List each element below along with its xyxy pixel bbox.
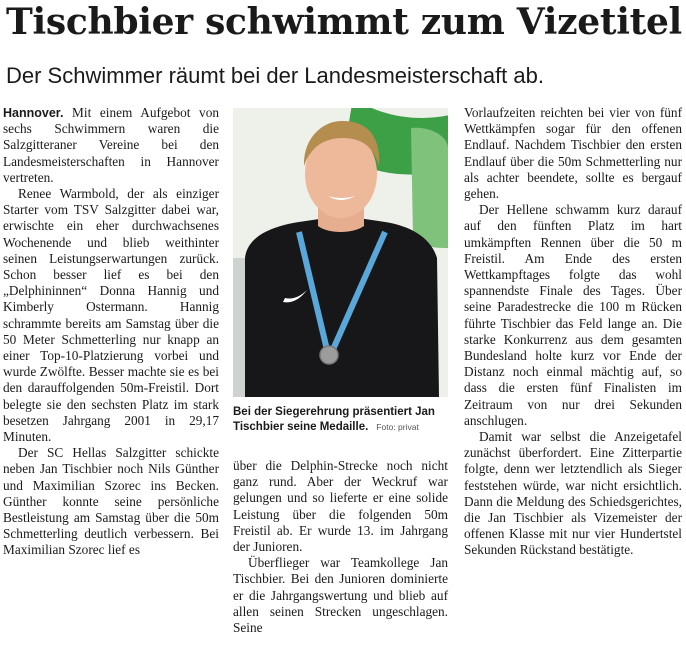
article-column-1 [3,105,219,559]
subheadline: Der Schwimmer räumt bei der Landesmeisterschaft ab. [6,63,544,88]
article-photo [233,108,448,397]
article-paragraph: über die Delphin-Strecke noch nicht ganz rund. Aber der Weckruf war gelungen und so lieferte er eine solide Leistung über die folgenden 50m Freistil ab. Er wurde 13. im Jahrgang der Junioren. [233,458,448,555]
article-paragraph: Der Hellene schwamm kurz darauf auf den fünften Platz im hart umkämpften Rennen über die 50 m Freistil. Am Ende des ersten Wettkampftages folgte das wohl spannendste Finale des Tages. Über seine Paradestrecke die 100 m Rücken führte Tischbier das Feld lange an. Die starke Konkurrenz aus dem gesamten Bundesland holte kurz vor Ende der Distanz noch einmal mächtig auf, so dass die ersten fünf Finalisten im Zeitraum von nur drei Sekunden anschlugen. [464,202,682,428]
paragraph-text: Mit einem Aufgebot von sechs Schwimmern waren die Salzgitteraner Vereine bei den Landesmeisterschaften in Hannover vertreten. [3,105,219,185]
article-paragraph [3,105,219,186]
article-paragraph: Vorlaufzeiten reichten bei vier von fünf Wettkämpfen sogar für den offenen Endlauf. Nachdem Tischbier den ersten Endlauf über die 50m Schmetterling nur als achter beendete, sollte es bergauf gehen. [464,105,682,202]
headline: Tischbier schwimmt zum Vizetitel [6,1,682,43]
article-paragraph: Überflieger war Teamkollege Jan Tischbier. Bei den Junioren dominierte er die Jahrgangswertung und blieb auf allen seinen Strecken ungeschlagen. Seine [233,555,448,636]
article-column-3 [464,105,682,559]
article-paragraph: Der SC Hellas Salzgitter schickte neben Jan Tischbier noch Nils Günther und Maximilian Szorec ins Becken. Günther konnte seine persönliche Bestleistung am Samstag über die 50m Schmetterling deutlich verbessern. Bei Maximilian Szorec lief es [3,445,219,558]
swimmer-photo-image [233,108,448,397]
dateline: Hannover. [3,106,64,120]
photo-credit: Foto: privat [376,422,419,432]
photo-caption [233,405,448,435]
article-paragraph: Damit war selbst die Anzeigetafel zunächst überfordert. Eine Zitterpartie folgte, denn wer letztendlich als Sieger feststehen würde, war nicht ersichtlich. Dann die Meldung des Schiedsgerichtes, die Jan Tischbier als Vizemeister der offenen Klasse mit nur vier Hundertstel Sekunden Rückstand bestätigte. [464,429,682,558]
article-column-2 [233,458,448,636]
caption-text: Bei der Siegerehrung präsentiert Jan Tischbier seine Medaille. [233,406,435,433]
article-paragraph: Renee Warmbold, der als einziger Starter vom TSV Salzgitter dabei war, erwischte ein eher durchwachsenes Wochenende und blieb weithinter seinen Leistungserwartungen zurück. Schon besser lief es bei den „Delphininnen“ Donna Hannig und Kimberly Ostermann. Hannig schrammte bereits am Samstag über die 50 Meter Schmetterling nur knapp an einer Top-10-Platzierung vorbei und wurde Zwölfte. Besser machte sie es bei den darauffolgenden 50m-Freistil. Dort belegte sie den sechsten Platz im stark besetzen Jahrgang 2001 in 29,17 Minuten. [3,186,219,445]
